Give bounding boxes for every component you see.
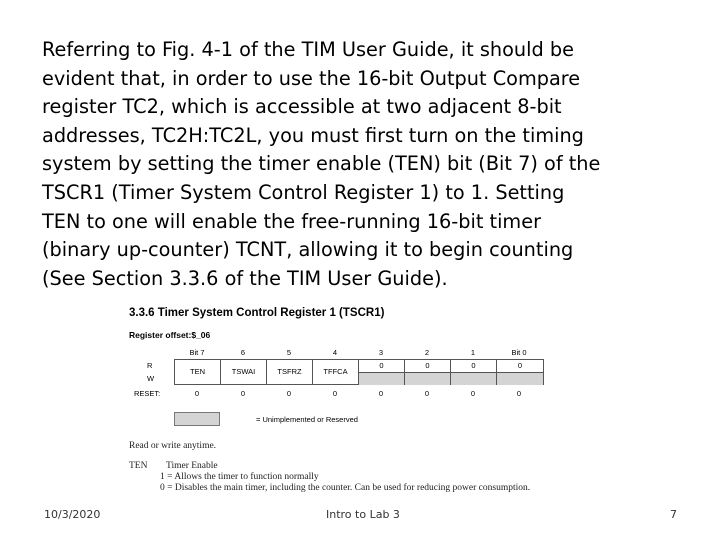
unimplemented-bit-cell <box>359 360 405 384</box>
register-figure <box>120 305 590 500</box>
reset-value: 0 <box>516 389 522 398</box>
row-label-read: R <box>147 361 153 370</box>
slide-body-text: Referring to Fig. 4-1 of the TIM User Guide, it should be evident that, in order to use the 16-bit Output Compare register TC2, which is accessible at two adjacent 8-bit addresses, TC2H:TC2L, you must first turn on the timing system by setting the timer enable (TEN) bit (Bit 7) of the TSCR1 (Timer System Control Register 1) to 1. Setting TEN to one will enable the free-running 16-bit timer (binary up-counter) TCNT, allowing it to begin counting (See Section 3.3.6 of the TIM User Guide). <box>42 38 601 290</box>
footer-title: Intro to Lab 3 <box>326 508 400 521</box>
reset-value: 0 <box>240 389 246 398</box>
unimplemented-bit-cell <box>497 360 543 384</box>
bit-field-cell <box>313 360 359 384</box>
reset-value: 0 <box>378 389 384 398</box>
unimplemented-legend-swatch <box>174 412 220 426</box>
reset-value: 0 <box>470 389 476 398</box>
read-value: 0 <box>425 361 430 370</box>
field-desc-one: 1 = Allows the timer to function normally <box>160 472 319 482</box>
bit-field-name: TFFCA <box>323 367 348 376</box>
bit-field-name: TEN <box>190 367 205 376</box>
legend-text: = Unimplemented or Reserved <box>256 415 358 424</box>
read-value: 0 <box>517 361 523 370</box>
bit-field-name: TSFRZ <box>277 367 302 376</box>
bit-number: 6 <box>240 348 246 357</box>
field-desc-zero: 0 = Disables the main timer, including the counter. Can be used for reducing power consumption. <box>160 483 531 493</box>
field-title: Timer Enable <box>166 461 218 471</box>
bit-number: Bit 7 <box>189 348 205 357</box>
bit-field-cell <box>175 360 221 384</box>
reset-value: 0 <box>424 389 430 398</box>
bit-number: 5 <box>286 348 292 357</box>
bit-field-name: TSWAI <box>231 367 256 376</box>
row-label-write: W <box>147 374 155 383</box>
reset-value: 0 <box>332 389 338 398</box>
bit-number: 2 <box>424 348 430 357</box>
footer-date: 10/3/2020 <box>44 508 101 521</box>
read-value: 0 <box>379 361 384 370</box>
unimplemented-bit-cell <box>451 360 497 384</box>
unimplemented-bit-cell <box>405 360 451 384</box>
field-name: TEN <box>129 461 148 471</box>
bit-field-cell <box>267 360 313 384</box>
reset-value: 0 <box>286 389 292 398</box>
bit-number: 1 <box>470 348 476 357</box>
read-value: 0 <box>471 361 476 370</box>
bit-number: 3 <box>378 348 384 357</box>
register-offset: Register offset:$_06 <box>129 330 211 340</box>
access-note: Read or write anytime. <box>129 441 217 451</box>
reset-value: 0 <box>194 389 200 398</box>
row-label-reset: RESET: <box>134 389 161 398</box>
bit-number: Bit 0 <box>511 348 527 357</box>
bit-field-cell <box>221 360 267 384</box>
register-bit-grid <box>174 359 544 385</box>
footer-page-number: 7 <box>670 508 677 521</box>
bit-number: 4 <box>332 348 338 357</box>
figure-title: 3.3.6 Timer System Control Register 1 (TSCR1) <box>129 307 385 319</box>
